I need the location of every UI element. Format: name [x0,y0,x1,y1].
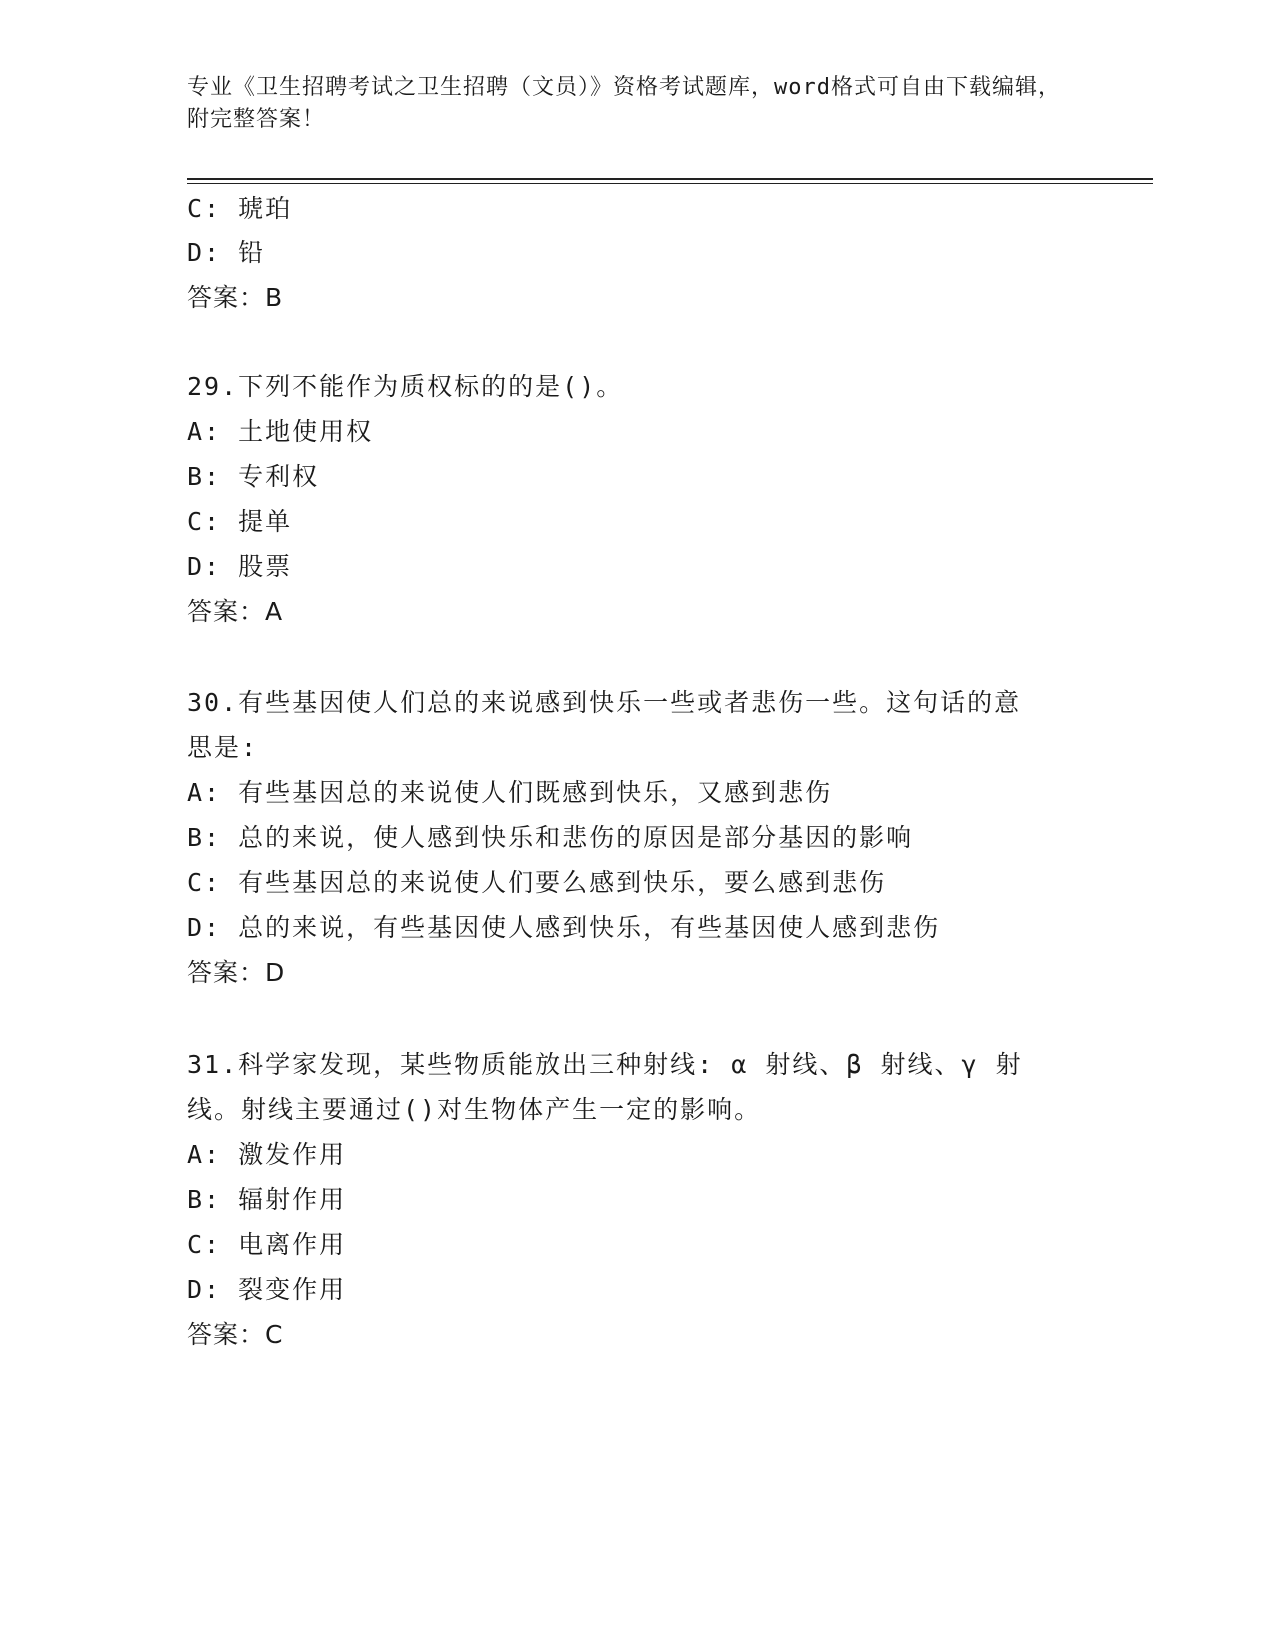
question-29-option-a: A: 土地使用权 [187,417,374,446]
question-31-option-c: C: 电离作用 [187,1230,347,1259]
question-30-option-c: C: 有些基因总的来说使人们要么感到快乐，要么感到悲伤 [187,868,887,897]
question-29-option-d: D: 股票 [187,552,293,581]
question-29-stem: 29.下列不能作为质权标的的是()。 [187,372,624,401]
prev-answer: 答案：B [187,283,284,312]
question-31-option-d: D: 裂变作用 [187,1275,347,1304]
question-29-option-b: B: 专利权 [187,462,320,491]
question-30-option-b: B: 总的来说，使人感到快乐和悲伤的原因是部分基因的影响 [187,823,914,852]
header-rule-thick [187,178,1153,180]
question-29-option-c: C: 提单 [187,507,293,536]
question-29-answer: 答案：A [187,597,284,626]
question-30-stem-line1: 30.有些基因使人们总的来说感到快乐一些或者悲伤一些。这句话的意 [187,688,1022,717]
question-30-option-a: A: 有些基因总的来说使人们既感到快乐，又感到悲伤 [187,778,833,807]
question-31-option-b: B: 辐射作用 [187,1185,347,1214]
question-31-stem-line2: 线。射线主要通过()对生物体产生一定的影响。 [187,1095,762,1124]
header-rule-thin [187,183,1153,184]
question-31-answer: 答案：C [187,1320,284,1349]
question-30-answer: 答案：D [187,958,286,987]
question-30-stem-line2: 思是: [187,733,259,762]
document-header: 专业《卫生招聘考试之卫生招聘（文员）》资格考试题库，word格式可自由下载编辑，附完整答案！ [187,75,1061,132]
question-31-stem-line1: 31.科学家发现，某些物质能放出三种射线: α 射线、β 射线、γ 射 [187,1050,1023,1079]
question-31-option-a: A: 激发作用 [187,1140,347,1169]
prev-option-c: C: 琥珀 [187,194,293,223]
question-30-option-d: D: 总的来说，有些基因使人感到快乐，有些基因使人感到悲伤 [187,913,941,942]
prev-option-d: D: 铅 [187,238,266,267]
